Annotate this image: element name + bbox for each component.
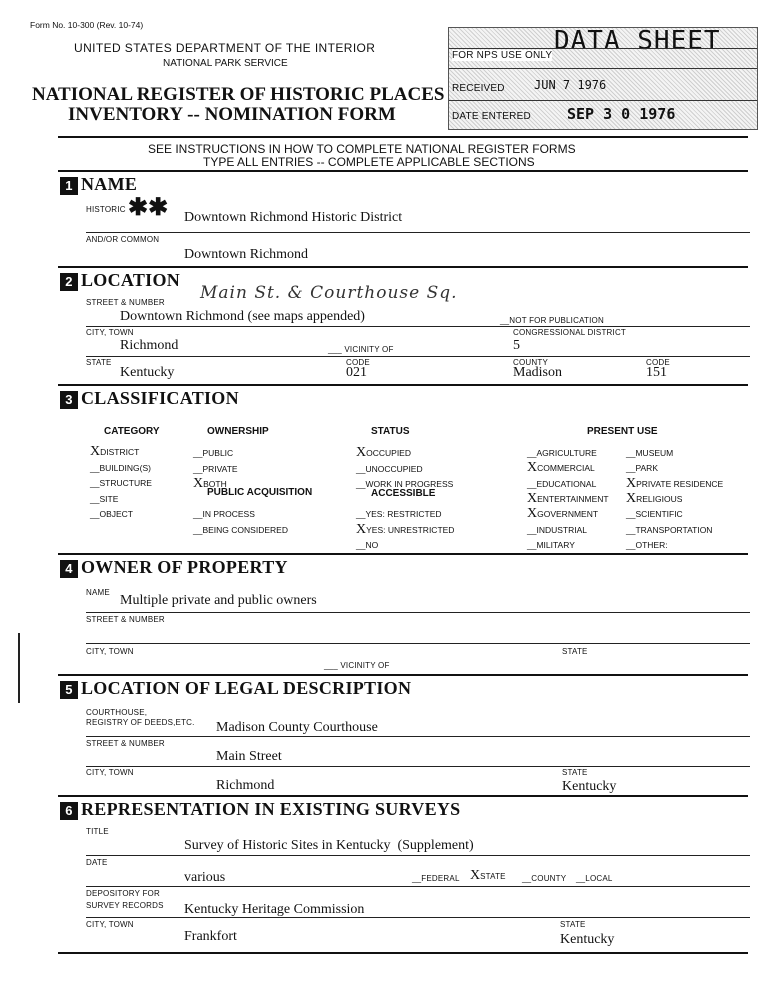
legal-street-value: Main Street [216,749,282,764]
courthouse-value: Madison County Courthouse [216,720,378,735]
legal-street-label: STREET & NUMBER [86,739,165,748]
blank-mark: __ [527,539,537,550]
section-number: 2 [60,273,78,291]
blank-mark: __ [90,478,100,488]
congressional-label: CONGRESSIONAL DISTRICT [513,328,627,337]
federal-option: __FEDERAL [412,874,460,883]
option-label: OBJECT [99,509,133,519]
owner-vicinity-label: ___ VICINITY OF [324,661,390,670]
checked-mark: X [626,475,637,491]
nps-use-box [448,27,758,130]
option-label: MUSEUM [635,448,674,458]
depository-value: Kentucky Heritage Commission [184,902,365,917]
common-label: AND/OR COMMON [86,235,160,244]
handwritten-address: Main St. & Courthouse Sq. [200,283,458,303]
survey-state-label: STATE [560,920,586,929]
date-entered-value: SEP 3 0 1976 [567,105,676,123]
owner-name: Multiple private and public owners [120,593,317,608]
code-label: CODE [346,358,370,367]
asterisk-mark: ✱✱ [128,194,169,221]
blank-mark: __ [527,478,537,489]
option-label: OCCUPIED [366,448,411,458]
received-label: RECEIVED [452,83,505,94]
blank-mark: __ [626,448,636,458]
option-label: YES: UNRESTRICTED [366,524,455,535]
street-label: STREET & NUMBER [86,298,165,307]
category-heading: CATEGORY [104,426,160,437]
legal-city-value: Richmond [216,778,275,793]
checked-mark: X [193,476,204,491]
blank-mark: __ [193,509,203,519]
checkbox-option[interactable] [90,504,133,522]
option-label: RELIGIOUS [636,493,683,504]
historic-label: HISTORIC [86,205,126,214]
bottom-rule [58,952,748,954]
option-label: INDUSTRIAL [536,524,588,535]
option-label: BUILDING(S) [99,462,151,473]
checked-mark: X [90,444,101,459]
public-acquisition-heading: PUBLIC ACQUISITION [207,487,313,498]
owner-city-label: CITY, TOWN [86,647,134,656]
blank-mark: __ [356,540,366,550]
option-label: PUBLIC [202,448,234,458]
street-value: Downtown Richmond (see maps appended) [120,309,365,324]
owner-state-label: STATE [562,647,588,656]
historic-name: Downtown Richmond Historic District [184,210,403,225]
option-label: OTHER: [635,539,668,550]
vicinity-label: ___ VICINITY OF [328,345,394,354]
state-value: Kentucky [120,365,175,380]
survey-city-value: Frankfort [184,929,237,944]
ownership-heading: OWNERSHIP [207,426,269,437]
blank-mark: __ [356,463,366,474]
blank-mark: __ [193,463,203,474]
option-label: SCIENTIFIC [635,509,683,520]
top-rule [58,136,748,138]
section-number: 5 [60,681,78,699]
blank-mark: __ [90,493,100,504]
option-label: COMMERCIAL [537,463,595,474]
county-option: __COUNTY [522,874,567,883]
option-label: TRANSPORTATION [635,524,713,535]
instructions-1: SEE INSTRUCTIONS IN HOW TO COMPLETE NATIONAL REGISTER FORMS [148,142,576,156]
city-value: Richmond [120,338,179,353]
survey-city-label: CITY, TOWN [86,920,134,929]
section-number: 4 [60,560,78,578]
legal-state-value: Kentucky [562,779,617,794]
nps-use-label: FOR NPS USE ONLY [452,50,553,61]
blank-mark: __ [527,448,537,458]
depository-label-1: DEPOSITORY FOR [86,889,160,898]
checked-mark: X [527,506,538,522]
survey-date-value: various [184,870,226,885]
section-1-heading [60,174,137,195]
option-label: BOTH [203,479,227,489]
option-label: MILITARY [536,539,575,550]
owner-street-label: STREET & NUMBER [86,615,165,624]
blank-mark: __ [527,524,537,535]
state-code: 021 [346,365,367,380]
option-label: PARK [635,463,658,474]
blank-mark: __ [626,509,636,520]
registry-label: REGISTRY OF DEEDS,ETC. [86,718,195,727]
section-title: LOCATION [81,270,181,290]
option-label: PRIVATE RESIDENCE [636,478,724,489]
present-use-heading: PRESENT USE [587,426,658,437]
option-label: PRIVATE [202,463,238,474]
city-label: CITY, TOWN [86,328,134,337]
checkbox-option[interactable] [356,474,453,492]
owner-name-label: NAME [86,588,110,597]
option-label: STRUCTURE [99,478,152,488]
section-number: 1 [60,177,78,195]
legal-state-label: STATE [562,768,588,777]
blank-mark: __ [626,524,636,535]
common-name: Downtown Richmond [184,247,309,262]
option-label: GOVERNMENT [537,509,599,520]
section-title: CLASSIFICATION [81,388,239,408]
survey-state-value: Kentucky [560,932,615,947]
local-option: __LOCAL [576,874,613,883]
survey-title-value: Survey of Historic Sites in Kentucky (Supplement) [184,838,474,853]
checkbox-option[interactable] [193,520,288,538]
survey-date-label: DATE [86,858,108,867]
instructions-2: TYPE ALL ENTRIES -- COMPLETE APPLICABLE SECTIONS [203,155,535,169]
blank-mark: __ [90,509,100,519]
survey-title-label: TITLE [86,827,109,836]
county-code-label: CODE [646,358,670,367]
section-2-heading [60,270,180,291]
county-code: 151 [646,365,667,380]
courthouse-label: COURTHOUSE, [86,708,148,717]
section-6-heading [60,799,461,820]
county-value: Madison [513,365,562,380]
blank-mark: __ [193,524,203,535]
checked-mark: X [356,445,367,460]
option-label: IN PROCESS [202,509,255,519]
received-date: JUN 7 1976 [534,78,607,92]
congressional-value: 5 [513,338,520,353]
legal-city-label: CITY, TOWN [86,768,134,777]
section-title: REPRESENTATION IN EXISTING SURVEYS [81,799,461,819]
section-3-heading [60,388,239,409]
blank-mark: __ [356,479,366,489]
section-title: LOCATION OF LEGAL DESCRIPTION [81,678,412,698]
checkbox-option[interactable] [626,535,668,553]
option-label: ENTERTAINMENT [537,493,609,504]
blank-mark: __ [626,463,636,474]
date-entered-label: DATE ENTERED [452,111,531,122]
depository-label-2: SURVEY RECORDS [86,901,164,910]
checkbox-option[interactable] [527,535,575,553]
option-label: AGRICULTURE [536,448,597,458]
section-number: 6 [60,802,78,820]
state-option: XSTATE [470,868,506,883]
department: UNITED STATES DEPARTMENT OF THE INTERIOR [74,41,376,55]
not-for-publication: __NOT FOR PUBLICATION [500,316,604,325]
section-title: OWNER OF PROPERTY [81,557,288,577]
margin-mark [18,633,20,703]
section-title: NAME [81,174,138,194]
checkbox-option[interactable] [193,474,227,492]
checked-mark: X [356,521,367,537]
form-title-2: INVENTORY -- NOMINATION FORM [68,104,396,125]
checked-mark: X [626,490,637,506]
section-4-heading [60,557,288,578]
accessible-heading: ACCESSIBLE [371,488,436,499]
option-label: BEING CONSIDERED [202,524,288,535]
checkbox-option[interactable] [356,535,378,553]
option-label: UNOCCUPIED [365,463,423,474]
option-label: YES: RESTRICTED [365,509,442,519]
option-label: EDUCATIONAL [536,478,597,489]
county-label: COUNTY [513,358,548,367]
option-label: SITE [99,493,119,504]
blank-mark: __ [193,448,203,458]
section-number: 3 [60,391,78,409]
blank-mark: __ [356,509,366,519]
section-5-heading [60,678,411,699]
state-label: STATE [86,358,112,367]
form-number: Form No. 10-300 (Rev. 10-74) [30,20,144,30]
blank-mark: __ [626,539,636,550]
checked-mark: X [527,490,538,506]
checked-mark: X [527,460,538,476]
option-label: NO [365,540,379,550]
status-heading: STATUS [371,426,410,437]
option-label: DISTRICT [100,447,140,457]
service: NATIONAL PARK SERVICE [163,58,288,69]
data-sheet-stamp: DATA SHEET [554,26,721,56]
blank-mark: __ [90,462,100,473]
form-title-1: NATIONAL REGISTER OF HISTORIC PLACES [32,84,445,105]
option-label: WORK IN PROGRESS [365,479,454,489]
